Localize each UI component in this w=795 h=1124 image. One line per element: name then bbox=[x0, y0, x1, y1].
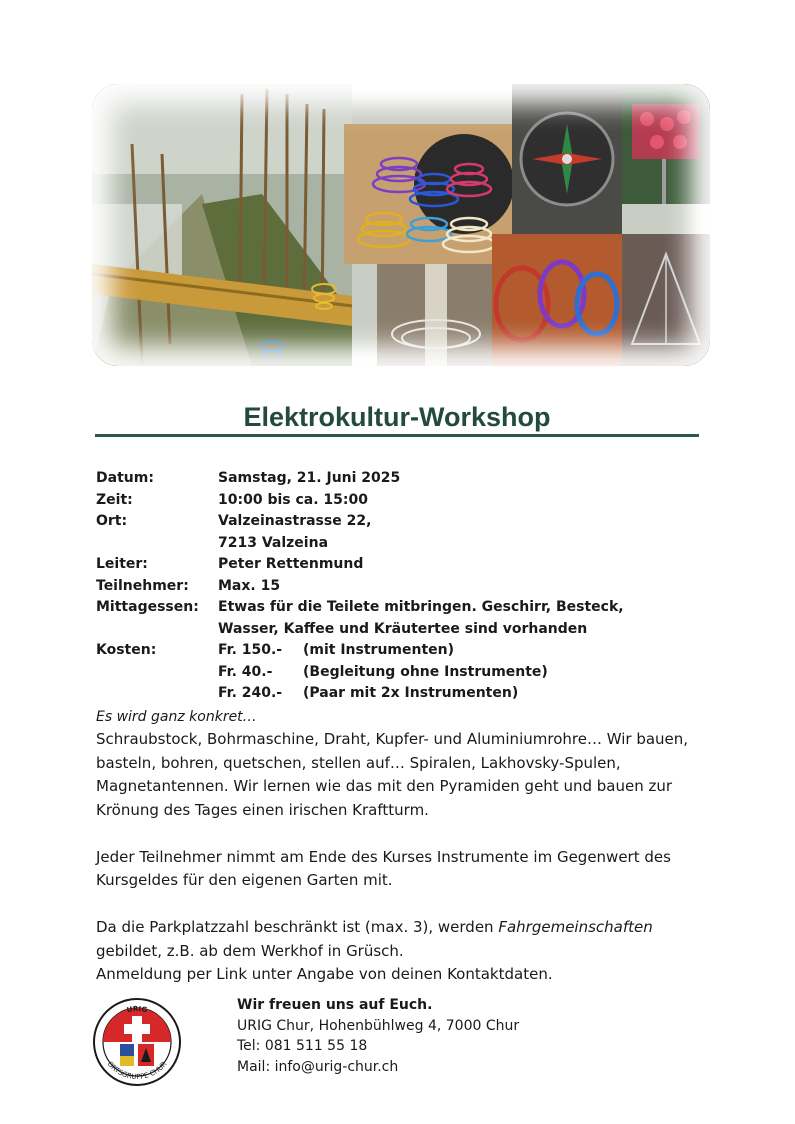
phone[interactable]: Tel: 081 511 55 18 bbox=[237, 1038, 368, 1054]
compass-photo bbox=[512, 84, 622, 234]
detail-label: Mittagessen: bbox=[96, 599, 199, 615]
detail-label bbox=[96, 619, 218, 641]
detail-row-leader bbox=[96, 554, 706, 576]
detail-label: Datum: bbox=[96, 470, 154, 486]
urig-logo bbox=[92, 996, 182, 1088]
paragraph-parking bbox=[96, 916, 706, 963]
paragraph-registration: Anmeldung per Link unter Angabe von deinen Kontaktdaten. bbox=[96, 965, 553, 983]
costs-label: Kosten: bbox=[96, 642, 157, 658]
intro-text: Es wird ganz konkret… bbox=[96, 709, 257, 725]
cost-item bbox=[218, 640, 706, 662]
detail-value: 10:00 bis ca. 15:00 bbox=[218, 491, 368, 508]
carpool-term: Fahrgemeinschaften bbox=[498, 918, 653, 936]
detail-row-lunch-cont bbox=[96, 619, 706, 641]
detail-label: Teilnehmer: bbox=[96, 577, 189, 594]
logo-top-text: URIG bbox=[126, 1004, 148, 1015]
logo-bottom-text: ORTSGRUPPE CHUR bbox=[105, 1060, 169, 1082]
detail-row-location-cont bbox=[96, 533, 706, 555]
detail-value: Etwas für die Teilete mitbringen. Geschirr, Besteck, bbox=[218, 599, 624, 615]
parking-text-start: Da die Parkplatzzahl beschränkt ist (max. 3), werden bbox=[96, 918, 499, 936]
description bbox=[96, 706, 706, 987]
detail-value: Samstag, 21. Juni 2025 bbox=[218, 470, 401, 486]
contact-block bbox=[237, 995, 519, 1077]
spirals-photo bbox=[344, 124, 514, 264]
svg-text:URIG bbox=[126, 1005, 148, 1014]
detail-row-lunch bbox=[96, 597, 706, 619]
detail-value: Wasser, Kaffee und Kräutertee sind vorhanden bbox=[218, 620, 588, 637]
cost-amount: Fr. 240.- bbox=[218, 685, 283, 701]
plant-photo bbox=[622, 84, 710, 204]
cost-note: (mit Instrumenten) bbox=[303, 642, 455, 658]
detail-value: Max. 15 bbox=[218, 577, 281, 594]
paragraph-activities: Schraubstock, Bohrmaschine, Draht, Kupfer- und Aluminiumrohre… Wir bauen, basteln, bohren, quetschen, stellen auf… Spiralen, Lakhovsky-Spulen, Magnetantennen. Wir lernen wie das mit den Pyramiden geht und bauen zur Krönung des Tages einen irischen Kraftturm. bbox=[96, 730, 689, 819]
address: URIG Chur, Hohenbühlweg 4, 7000 Chur bbox=[237, 1017, 520, 1034]
cost-item bbox=[218, 662, 706, 684]
detail-label: Leiter: bbox=[96, 556, 148, 572]
detail-row-costs-2 bbox=[96, 662, 706, 684]
event-details bbox=[96, 468, 706, 705]
detail-row-costs bbox=[96, 640, 706, 662]
cost-amount: Fr. 150.- bbox=[218, 642, 283, 658]
paragraph-instruments: Jeder Teilnehmer nimmt am Ende des Kurses Instrumente im Gegenwert des Kursgeldes für den eigenen Garten mit. bbox=[96, 847, 671, 889]
greeting: Wir freuen uns auf Euch. bbox=[237, 997, 433, 1013]
title-underline bbox=[95, 434, 699, 437]
detail-row-location bbox=[96, 511, 706, 533]
detail-row-costs-3 bbox=[96, 683, 706, 705]
detail-label bbox=[96, 533, 218, 555]
detail-value: 7213 Valzeina bbox=[218, 534, 329, 551]
cost-note: (Paar mit 2x Instrumenten) bbox=[303, 685, 519, 701]
cost-amount: Fr. 40.- bbox=[218, 663, 273, 680]
cost-item bbox=[218, 683, 706, 705]
detail-value: Valzeinastrasse 22, bbox=[218, 513, 372, 529]
parking-text-end: gebildet, z.B. ab dem Werkhof in Grüsch. bbox=[96, 941, 404, 960]
detail-label: Zeit: bbox=[96, 491, 133, 508]
copper-coils-photo bbox=[492, 234, 622, 366]
detail-row-date bbox=[96, 468, 706, 490]
cost-note: (Begleitung ohne Instrumente) bbox=[303, 663, 548, 680]
pyramid-photo bbox=[622, 234, 710, 366]
detail-label: Ort: bbox=[96, 513, 128, 529]
detail-value: Peter Rettenmund bbox=[218, 556, 364, 572]
detail-row-time bbox=[96, 490, 706, 512]
detail-row-participants bbox=[96, 576, 706, 598]
page-title: Elektrokultur-Workshop bbox=[243, 402, 551, 432]
garden-photo bbox=[92, 84, 352, 366]
header-photo-collage bbox=[92, 84, 710, 366]
tree-coil-photo bbox=[377, 264, 497, 366]
email[interactable]: Mail: info@urig-chur.ch bbox=[237, 1058, 399, 1075]
